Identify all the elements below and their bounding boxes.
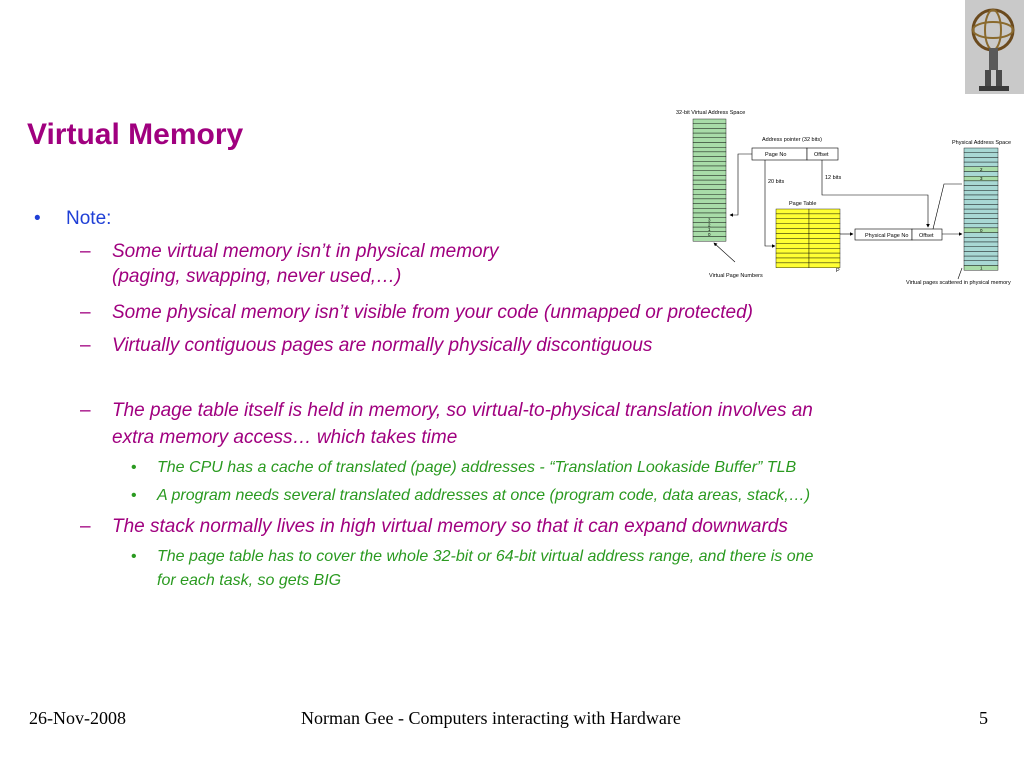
physical-page-cell — [964, 219, 998, 224]
virtual-page-cell — [693, 147, 726, 152]
bits-12-label: 12 bits — [825, 175, 842, 181]
physical-page-cell — [964, 237, 998, 242]
physical-page-cell — [964, 148, 998, 153]
dash-marker: – — [80, 516, 91, 537]
sub-item-text: for each task, so gets BIG — [157, 572, 342, 589]
page-table-cell — [809, 224, 840, 229]
dash-marker: – — [80, 400, 91, 421]
physical-page-cell — [964, 195, 998, 200]
page-table-cell — [776, 234, 809, 239]
virtual-page-numbers-label: Virtual Page Numbers — [709, 273, 763, 279]
physical-space-label: Physical Address Space — [952, 140, 1012, 146]
page-table-cell — [809, 258, 840, 263]
page-table-cell — [776, 248, 809, 253]
page-table-cell — [809, 248, 840, 253]
index-arrow — [765, 160, 775, 246]
physical-page-cell — [964, 209, 998, 214]
page-table-cell — [809, 229, 840, 234]
virtual-page-number: 2 — [708, 222, 711, 228]
virtual-page-cell — [693, 152, 726, 157]
page-table-cell — [776, 219, 809, 224]
address-pointer-label: Address pointer (32 bits) — [762, 137, 822, 143]
physical-page-number: 2 — [980, 166, 983, 172]
physical-page-cell — [964, 214, 998, 219]
item-text: The stack normally lives in high virtual memory so that it can expand downwards — [112, 516, 788, 537]
physical-page-cell — [964, 157, 998, 162]
page-table-grid — [776, 209, 840, 268]
sub-bullet-marker: • — [131, 548, 137, 565]
offset-label: Offset — [814, 152, 829, 158]
sub-item-text: The CPU has a cache of translated (page) addresses - “Translation Lookaside Buffer” TLB — [157, 459, 797, 476]
virtual-page-number: 1 — [708, 227, 711, 233]
slide-title: Virtual Memory — [27, 118, 244, 151]
page-table-cell — [776, 258, 809, 263]
page-table-cell — [809, 238, 840, 243]
bits-20-label: 20 bits — [768, 179, 785, 185]
page-table-cell — [809, 243, 840, 248]
physical-offset-label: Offset — [919, 233, 934, 239]
page-table-cell — [809, 219, 840, 224]
footer-date: 26-Nov-2008 — [29, 708, 126, 728]
virtual-page-cell — [693, 208, 726, 213]
virtual-page-cell — [693, 133, 726, 138]
virtual-page-cell — [693, 128, 726, 133]
virtual-address-column — [693, 119, 726, 241]
page-table-cell — [809, 209, 840, 214]
virtual-page-cell — [693, 171, 726, 176]
physical-page-cell — [964, 256, 998, 261]
physical-page-cell — [964, 181, 998, 186]
item-text: Virtually contiguous pages are normally physically discontiguous — [112, 335, 653, 356]
physical-page-cell — [964, 247, 998, 252]
virtual-page-cell — [693, 143, 726, 148]
page-table-cell — [776, 229, 809, 234]
virtual-page-cell — [693, 138, 726, 143]
footer-center: Norman Gee - Computers interacting with Hardware — [301, 708, 681, 728]
item-text: (paging, swapping, never used,…) — [112, 266, 402, 287]
virtual-page-cell — [693, 166, 726, 171]
sub-bullet-marker: • — [131, 459, 137, 476]
scatter-line — [933, 184, 962, 229]
page-table-cell — [809, 253, 840, 258]
physical-page-cell — [964, 233, 998, 238]
physical-page-number: 3 — [980, 176, 983, 182]
page-numbers-pointer — [714, 243, 735, 262]
virtual-page-cell — [693, 157, 726, 162]
dash-marker: – — [80, 302, 91, 323]
virtual-page-cell — [693, 119, 726, 124]
virtual-page-number: 3 — [708, 217, 711, 223]
physical-page-cell — [964, 153, 998, 158]
virtual-page-cell — [693, 185, 726, 190]
item-text: extra memory access… which takes time — [112, 427, 458, 448]
physical-page-number: 0 — [980, 227, 983, 233]
virtual-page-cell — [693, 194, 726, 199]
physical-caption: Virtual pages scattered in physical memory — [906, 280, 1011, 286]
page-no-arrow — [730, 154, 752, 215]
virtual-page-cell — [693, 161, 726, 166]
physical-page-cell — [964, 190, 998, 195]
virtual-space-label: 32-bit Virtual Address Space — [676, 110, 746, 116]
physical-page-cell — [964, 200, 998, 205]
page-table-cell — [776, 224, 809, 229]
bullet-marker: • — [34, 208, 41, 229]
physical-page-cell — [964, 186, 998, 191]
physical-page-number: 1 — [980, 265, 983, 271]
physical-page-cell — [964, 251, 998, 256]
sub-item-text: The page table has to cover the whole 32-bit or 64-bit virtual address range, and there is one — [157, 548, 814, 565]
page-table-cell — [809, 234, 840, 239]
page-table-label: Page Table — [789, 201, 817, 207]
virtual-page-cell — [693, 175, 726, 180]
page-table-cell — [776, 263, 809, 268]
virtual-memory-diagram — [0, 0, 1024, 300]
note-heading: Note: — [66, 208, 112, 229]
page-table-cell — [776, 238, 809, 243]
virtual-page-cell — [693, 190, 726, 195]
sub-item-text: A program needs several translated addresses at once (program code, data areas, stack,…) — [157, 487, 811, 504]
dash-marker: – — [80, 335, 91, 356]
physical-address-column — [964, 148, 998, 271]
p-label: P — [836, 268, 840, 274]
dash-marker: – — [80, 241, 91, 262]
virtual-page-cell — [693, 180, 726, 185]
virtual-page-number: 0 — [708, 231, 711, 237]
page-table-cell — [776, 253, 809, 258]
sub-bullet-marker: • — [131, 487, 137, 504]
page-table-cell — [809, 214, 840, 219]
virtual-page-cell — [693, 237, 726, 242]
virtual-page-cell — [693, 204, 726, 209]
item-text: Some virtual memory isn’t in physical memory — [112, 241, 499, 262]
page-table-cell — [776, 209, 809, 214]
physical-page-no-label: Physical Page No — [865, 233, 909, 239]
virtual-page-cell — [693, 199, 726, 204]
page-table-cell — [776, 243, 809, 248]
page-table-cell — [776, 214, 809, 219]
caption-pointer — [958, 268, 962, 279]
physical-page-cell — [964, 242, 998, 247]
footer-page-number: 5 — [979, 708, 988, 728]
page-no-label: Page No — [765, 152, 787, 158]
item-text: The page table itself is held in memory, so virtual-to-physical translation involves an — [112, 400, 813, 421]
virtual-page-cell — [693, 124, 726, 129]
physical-page-cell — [964, 204, 998, 209]
item-text: Some physical memory isn’t visible from your code (unmapped or protected) — [112, 302, 753, 323]
